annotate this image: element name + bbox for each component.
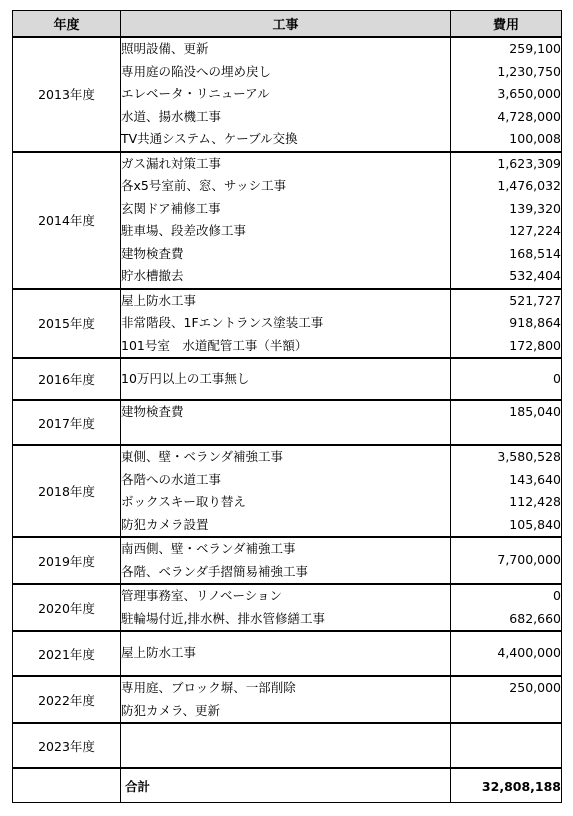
cost-cell [451,152,562,289]
work-item: 専用庭、ブロック塀、一部削除 [121,680,296,695]
header-row [13,11,562,38]
header-work: 工事 [121,11,451,38]
work-item: ボックスキー取り替え [121,494,246,509]
cost-item: 918,864 [509,315,561,330]
work-cell [121,584,451,631]
cost-item: 7,700,000 [497,552,561,568]
cost-item: 250,000 [509,680,561,695]
cost-cell [451,289,562,359]
year-cell: 2017年度 [13,400,121,445]
work-cell [121,152,451,289]
year-row [13,631,562,676]
work-cell [121,289,451,359]
total-year-cell [13,768,121,803]
cost-cell [451,723,562,768]
total-label-cell [121,768,451,803]
work-cell [121,358,451,400]
maintenance-cost-table [12,10,562,803]
cost-item: 259,100 [509,41,561,56]
year-cell: 2019年度 [13,537,121,584]
cost-item: 127,224 [509,223,561,238]
cost-item: 1,623,309 [497,155,561,171]
work-item: 各階、ベランダ手摺簡易補強工事 [121,563,309,579]
work-cell [121,676,451,723]
work-item: 各階への水道工事 [121,471,222,487]
work-item: 専用庭の陥没への埋め戻し [121,63,272,79]
cost-cell [451,445,562,537]
cost-item: 0 [553,588,561,603]
cost-cell [451,37,562,152]
work-item: 屋上防水工事 [121,292,197,308]
cost-item: 1,230,750 [497,63,561,79]
work-item: 建物検査費 [121,404,184,419]
work-item: 各x5号室前、窓、サッシ工事 [121,178,287,193]
work-item: 水道、揚水機工事 [121,108,222,124]
total-value: 32,808,188 [481,779,561,794]
work-item: 貯水槽撤去 [121,268,184,283]
work-item: エレベータ・リニューアル [121,86,270,101]
year-row [13,37,562,152]
year-cell: 2021年度 [13,631,121,676]
cost-cell [451,584,562,631]
cost-item: 4,728,000 [497,108,561,124]
cost-cell [451,400,562,445]
cost-cell [451,537,562,584]
work-item: 防犯カメラ設置 [121,516,209,532]
work-item: 屋上防水工事 [121,645,197,661]
cost-item: 0 [553,370,561,386]
work-item: 建物検査費 [121,245,184,261]
work-cell [121,37,451,152]
cost-item: 139,320 [509,200,561,216]
work-item: 101号室 水道配管工事（半額） [121,337,308,353]
work-item: 管理事務室、リノベーション [121,588,283,603]
year-cell: 2013年度 [13,37,121,152]
cost-item: 3,650,000 [497,86,561,101]
cost-cell [451,358,562,400]
header-year: 年度 [13,11,121,38]
year-row [13,676,562,723]
year-cell: 2018年度 [13,445,121,537]
work-item: 南西側、壁・ベランダ補強工事 [121,541,296,556]
work-item: 玄関ドア補修工事 [121,200,221,216]
year-cell: 2015年度 [13,289,121,359]
cost-item: 185,040 [509,404,561,419]
year-cell: 2022年度 [13,676,121,723]
cost-item: 172,800 [509,337,561,353]
year-row [13,152,562,289]
year-cell: 2014年度 [13,152,121,289]
year-row [13,537,562,584]
cost-item: 532,404 [509,268,561,283]
cost-item: 4,400,000 [497,645,561,661]
header-cost: 費用 [451,11,562,38]
year-row [13,358,562,400]
work-cell [121,631,451,676]
year-row [13,584,562,631]
cost-item: 682,660 [509,610,561,626]
year-row [13,723,562,768]
year-row [13,400,562,445]
year-cell: 2020年度 [13,584,121,631]
work-item: TV共通システム、ケーブル交換 [121,131,298,146]
cost-item: 112,428 [509,494,561,509]
work-cell [121,723,451,768]
cost-item: 100,008 [509,131,561,146]
year-cell: 2023年度 [13,723,121,768]
total-label: 合計 [125,779,151,794]
work-item: 駐輪場付近,排水桝、排水管修繕工事 [121,610,325,626]
cost-item: 168,514 [509,245,561,261]
work-item: 東側、壁・ベランダ補強工事 [121,449,284,464]
total-value-cell [451,768,562,803]
work-item: ガス漏れ対策工事 [121,155,222,171]
cost-cell [451,676,562,723]
cost-item: 105,840 [509,516,561,532]
year-row [13,289,562,359]
cost-item: 3,580,528 [497,449,561,464]
work-cell [121,537,451,584]
cost-cell [451,631,562,676]
work-item: 駐車場、段差改修工事 [121,223,247,238]
year-cell: 2016年度 [13,358,121,400]
cost-item: 143,640 [509,471,561,487]
work-cell [121,445,451,537]
work-item: 非常階段、1Fエントランス塗装工事 [121,315,324,330]
work-item: 10万円以上の工事無し [121,370,250,386]
cost-item: 521,727 [509,292,561,308]
work-cell [121,400,451,445]
work-item: 照明設備、更新 [121,41,209,56]
total-row [13,768,562,803]
work-item: 防犯カメラ、更新 [121,702,221,718]
year-row [13,445,562,537]
cost-item: 1,476,032 [497,178,561,193]
